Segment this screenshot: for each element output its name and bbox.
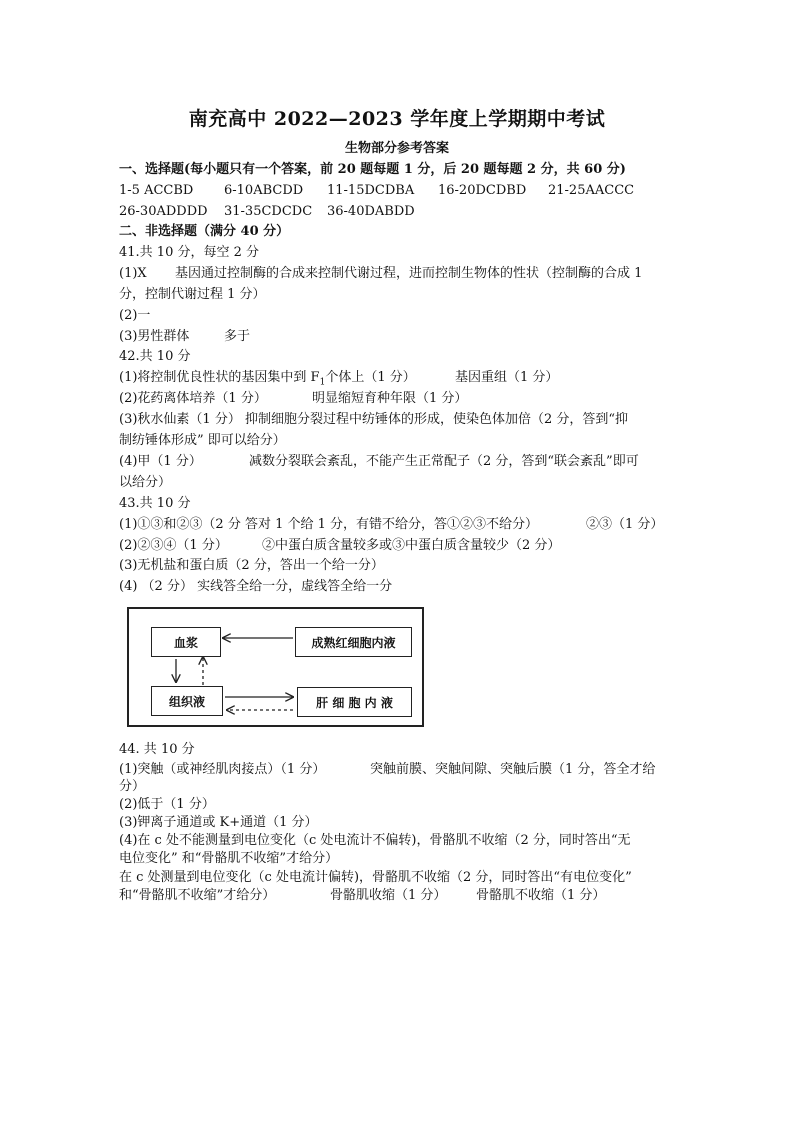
- q44-line: 分）: [119, 779, 146, 794]
- q42-line: 以给分）: [119, 475, 172, 490]
- q41-line: 基因通过控制酶的合成来控制代谢过程，进而控制生物体的性状（控制酶的合成 1: [175, 266, 643, 281]
- q44-line: 突触前膜、突触间隙、突触后膜（1 分，答全才给: [370, 762, 656, 777]
- q44-line: (3)钾离子通道或 K+通道（1 分）: [119, 815, 318, 830]
- answer-group: 6-10ABCDD: [224, 183, 304, 198]
- subscript: 1: [319, 377, 326, 388]
- q43-line: ②③（1 分）: [586, 517, 664, 532]
- q44-line: (4)在 c 处不能测量到电位变化（c 处电流计不偏转)，骨骼肌不收缩（2 分，同时答出“无: [119, 833, 631, 848]
- q42-line: 基因重组（1 分）: [455, 370, 559, 385]
- answer-group: 1-5 ACCBD: [119, 183, 194, 198]
- tissue-fluid-box: 组织液: [151, 686, 223, 716]
- q42-heading: 42.共 10 分: [119, 349, 191, 364]
- page-subtitle: 生物部分参考答案: [344, 141, 449, 156]
- answer-group: 16-20DCDBD: [438, 183, 527, 198]
- q42-text: 个体上（1 分）: [325, 370, 416, 385]
- q44-line: 和“骨骼肌不收缩”才给分）: [119, 888, 276, 903]
- q41-line: 分，控制代谢过程 1 分）: [119, 287, 266, 302]
- q42-line: (2)花药离体培养（1 分）: [119, 391, 267, 406]
- rbc-fluid-box: 成熟红细胞内液: [295, 627, 412, 657]
- q43-line: (3)无机盐和蛋白质（2 分，答出一个给一分）: [119, 558, 384, 573]
- liver-cell-fluid-box: 肝 细 胞 内 液: [297, 687, 412, 717]
- page-title: 南充高中 2022—2023 学年度上学期期中考试: [188, 108, 606, 130]
- q42-line: 明显缩短育种年限（1 分）: [312, 391, 468, 406]
- answer-group: 11-15DCDBA: [327, 183, 415, 198]
- section2-heading: 二、非选择题（满分 40 分）: [119, 224, 290, 239]
- q44-line: (2)低于（1 分）: [119, 797, 215, 812]
- q41-line: (1)X: [119, 266, 147, 281]
- q42-line: (3)秋水仙素（1 分） 抑制细胞分裂过程中纺锤体的形成，使染色体加倍（2 分，答到“抑: [119, 412, 629, 427]
- q43-line: (1)①③和②③（2 分 答对 1 个给 1 分，有错不给分，答①②③不给分）: [119, 517, 539, 532]
- q43-line: (2)②③④（1 分）: [119, 538, 228, 553]
- q44-line: 骨骼肌收缩（1 分）: [330, 888, 447, 903]
- q44-line: (1)突触（或神经肌肉接点）（1 分）: [119, 762, 326, 777]
- q42-line: 制纺锤体形成” 即可以给分）: [119, 433, 286, 448]
- plasma-box: 血浆: [151, 627, 221, 657]
- q44-heading: 44. 共 10 分: [119, 742, 195, 757]
- q41-line: 多于: [224, 329, 251, 344]
- q42-line: 减数分裂联会紊乱，不能产生正常配子（2 分，答到“联会紊乱”即可: [249, 454, 639, 469]
- q42-line: (4)甲（1 分）: [119, 454, 202, 469]
- q43-line: (4) （2 分） 实线答全给一分，虚线答全给一分: [119, 579, 393, 594]
- answer-group: 31-35CDCDC: [224, 204, 313, 219]
- q41-line: (3)男性群体: [119, 329, 190, 344]
- q43-heading: 43.共 10 分: [119, 496, 191, 511]
- q44-line: 电位变化” 和“骨骼肌不收缩”才给分）: [119, 851, 339, 866]
- q44-line: 在 c 处测量到电位变化（c 处电流计偏转)，骨骼肌不收缩（2 分，同时答出“有电位变化”: [119, 870, 632, 885]
- answer-group: 26-30ADDDD: [119, 204, 208, 219]
- answer-group: 21-25AACCC: [548, 183, 635, 198]
- q42-text: (1)将控制优良性状的基因集中到 F: [119, 370, 320, 385]
- q42-line: [119, 369, 416, 392]
- q44-line: 骨骼肌不收缩（1 分）: [476, 888, 606, 903]
- q41-line: (2)一: [119, 308, 151, 323]
- answer-group: 36-40DABDD: [327, 204, 415, 219]
- fluid-exchange-diagram: [127, 607, 424, 727]
- q43-line: ②中蛋白质含量较多或③中蛋白质含量较少（2 分）: [262, 538, 561, 553]
- q41-heading: 41.共 10 分，每空 2 分: [119, 245, 260, 260]
- section1-heading: 一、选择题(每小题只有一个答案，前 20 题每题 1 分，后 20 题每题 2 分，共 60 分): [119, 162, 626, 177]
